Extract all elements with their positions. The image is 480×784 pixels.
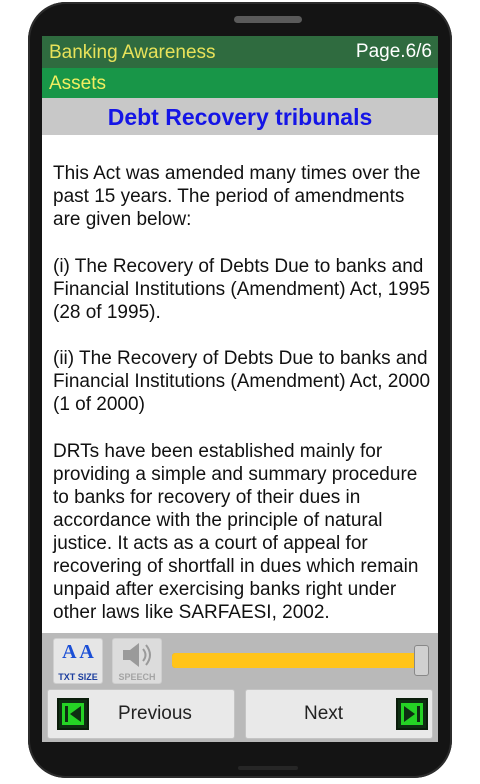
previous-arrow-icon (57, 698, 89, 730)
reading-progress-slider[interactable] (172, 653, 426, 668)
next-button[interactable] (245, 689, 433, 739)
app-title: Banking Awareness (49, 42, 216, 63)
paragraph: (ii) The Recovery of Debts Due to banks and Financial Institutions (Amendment) Act, 2000 (1 of 2000) (53, 348, 431, 415)
reader-toolbar (42, 633, 438, 685)
text-size-icon: A A (62, 641, 94, 663)
speech-label: SPEECH (118, 672, 156, 682)
app-screen (42, 36, 438, 742)
section-header (42, 68, 438, 98)
text-size-label: TXT SIZE (58, 672, 98, 682)
article-title: Debt Recovery tribunals (107, 104, 373, 130)
section-title: Assets (49, 73, 107, 94)
next-arrow-icon (396, 698, 428, 730)
page-indicator: Page.6/6 (355, 41, 432, 62)
slider-handle[interactable] (414, 645, 429, 676)
article-title-bar (42, 98, 438, 135)
bottom-navigation (42, 685, 438, 742)
paragraph: (i) The Recovery of Debts Due to banks and Financial Institutions (Amendment) Act, 1995 (28 of 1995). (53, 256, 431, 323)
previous-button[interactable] (47, 689, 235, 739)
next-label: Next (304, 703, 344, 724)
speech-button[interactable] (112, 638, 162, 684)
previous-label: Previous (118, 703, 192, 724)
earpiece-speaker (234, 16, 302, 23)
progress-fill (172, 653, 421, 668)
phone-chin (238, 766, 298, 770)
article-content[interactable] (42, 135, 438, 633)
paragraph: DRTs have been established mainly for providing a simple and summary procedure to banks for recovery of their dues in accordance with the principle of natural justice. It acts as a court of appeal for recovering of shortfall in dues which remain unpaid after exercising banks right under other laws like SARFAESI, 2002. (53, 441, 419, 623)
top-header (42, 36, 438, 68)
paragraph: This Act was amended many times over the past 15 years. The period of amendments are given below: (53, 163, 421, 230)
text-size-button[interactable] (53, 638, 103, 684)
speaker-icon (113, 641, 161, 669)
